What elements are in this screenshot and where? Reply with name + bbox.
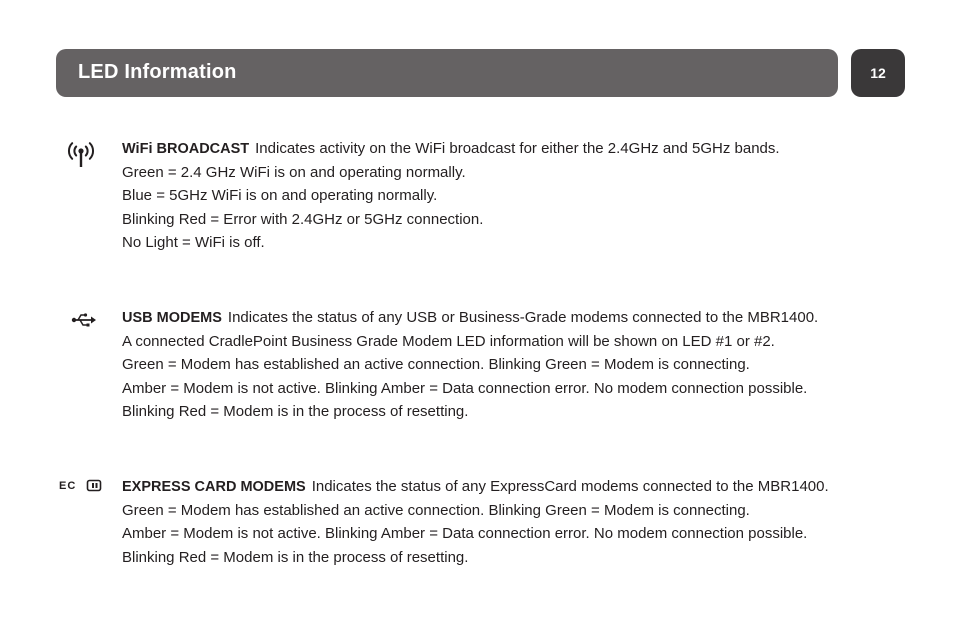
status-line: Green = 2.4 GHz WiFi is on and operating normally. <box>122 164 466 182</box>
status-line: No Light = WiFi is off. <box>122 233 265 251</box>
section-heading: USB MODEMS <box>122 310 222 326</box>
wifi-antenna-icon <box>66 141 96 169</box>
section-express-card-modems <box>122 475 922 569</box>
status-line: A connected CradlePoint Business Grade Modem LED information will be shown on LED #1 or #2. <box>122 333 775 351</box>
status-line: Blinking Red = Modem is in the process of resetting. <box>122 548 469 566</box>
section-heading: EXPRESS CARD MODEMS <box>122 479 306 495</box>
section-intro: Indicates activity on the WiFi broadcast for either the 2.4GHz and 5GHz bands. <box>255 140 780 157</box>
status-line: Blinking Red = Modem is in the process of resetting. <box>122 402 469 420</box>
section-wifi-broadcast <box>122 137 922 254</box>
usb-icon <box>71 312 97 328</box>
section-heading-line <box>122 137 922 161</box>
header-bar <box>56 49 838 97</box>
section-heading-line <box>122 475 922 499</box>
section-heading: WiFi BROADCAST <box>122 141 250 157</box>
section-heading-line <box>122 306 922 330</box>
status-line: Amber = Modem is not active. Blinking Amber = Data connection error. No modem connection possible. <box>122 525 808 543</box>
status-line: Amber = Modem is not active. Blinking Amber = Data connection error. No modem connection possible. <box>122 379 808 397</box>
status-line: Green = Modem has established an active connection. Blinking Green = Modem is connecting. <box>122 502 750 520</box>
status-line: Green = Modem has established an active connection. Blinking Green = Modem is connecting. <box>122 356 750 374</box>
page-number-badge <box>851 49 905 97</box>
status-line: Blue = 5GHz WiFi is on and operating normally. <box>122 187 438 205</box>
expresscard-icon <box>59 478 105 494</box>
page-title: LED Information <box>78 61 237 83</box>
section-usb-modems <box>122 306 922 423</box>
section-intro: Indicates the status of any ExpressCard modems connected to the MBR1400. <box>311 478 829 495</box>
page-number: 12 <box>870 65 886 81</box>
expresscard-icon-label: EC <box>59 480 77 492</box>
status-line: Blinking Red = Error with 2.4GHz or 5GHz connection. <box>122 210 484 228</box>
section-intro: Indicates the status of any USB or Business-Grade modems connected to the MBR1400. <box>227 309 819 326</box>
